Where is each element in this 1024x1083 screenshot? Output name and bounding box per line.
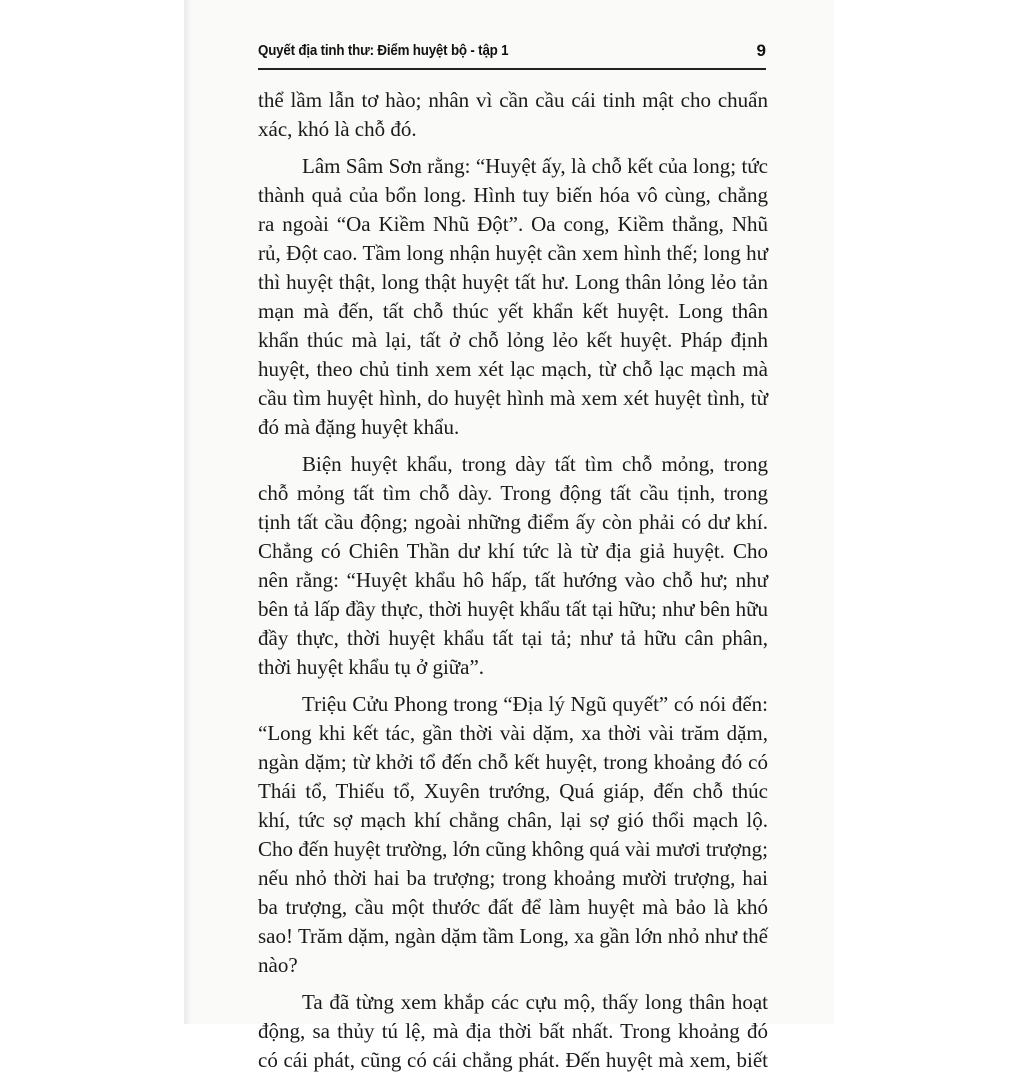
paragraph: Triệu Cửu Phong trong “Địa lý Ngũ quyết” có nói đến: “Long khi kết tác, gần thời vài dặm, xa thời vài trăm dặm, ngàn dặm; từ khởi tổ đến chỗ kết huyệt, trong khoảng đó có Thái tổ, Thiếu tổ, Xuyên trướng, Quá giáp, đến chỗ thúc khí, tức sợ mạch khí chẳng chân, lại sợ gió thổi mạch lộ. Cho đến huyệt trường, lớn cũng không quá vài mươi trượng; nếu nhỏ thời hai ba trượng; trong khoảng mười trượng, hai ba trượng, cầu một thước đất để làm huyệt mà bảo là khó sao! Trăm dặm, ngàn dặm tầm Long, xa gần lớn nhỏ như thế nào? xyxy=(258,692,768,977)
page-number: 9 xyxy=(756,41,766,60)
page-body xyxy=(258,86,768,1083)
paragraph: Ta đã từng xem khắp các cựu mộ, thấy long thân hoạt động, sa thủy tú lệ, mà địa thời bất nhất. Trong khoảng đó có cái phát, cũng có cái chẳng phát. Đến huyệt mà xem, biết xyxy=(258,990,768,1072)
running-header xyxy=(258,40,766,70)
paragraph: Biện huyệt khẩu, trong dày tất tìm chỗ mỏng, trong chỗ mỏng tất tìm chỗ dày. Trong động tất cầu tịnh, trong tịnh tất cầu động; ngoài những điểm ấy còn phải có dư khí. Chẳng có Chiên Thần dư khí tức là từ địa giả huyệt. Cho nên rằng: “Huyệt khẩu hô hấp, tất hướng vào chỗ hư; như bên tả lấp đầy thực, thời huyệt khẩu tất tại hữu; như bên hữu đầy thực, thời huyệt khẩu tất tại tả; như tả hữu cân phân, thời huyệt khẩu tụ ở giữa”. xyxy=(258,452,768,679)
page-gutter-shadow xyxy=(184,0,192,1024)
paragraph-continuation: thể lầm lẫn tơ hào; nhân vì cần cầu cái tinh mật cho chuẩn xác, khó là chỗ đó. xyxy=(258,88,768,141)
running-header-title: Quyết địa tinh thư: Điểm huyệt bộ - tập 1 xyxy=(258,43,509,59)
paragraph: Lâm Sâm Sơn rằng: “Huyệt ấy, là chỗ kết của long; tức thành quả của bổn long. Hình tuy biến hóa vô cùng, chẳng ra ngoài “Oa Kiềm Nhũ Đột”. Oa cong, Kiềm thẳng, Nhũ rủ, Đột cao. Tầm long nhận huyệt cần xem hình thế; long hư thì huyệt thật, long thật huyệt tất hư. Long thân lỏng lẻo tản mạn mà đến, tất chỗ thúc yết khẩn kết huyệt. Long thân khẩn thúc mà lại, tất ở chỗ lỏng lẻo kết huyệt. Pháp định huyệt, theo chủ tinh xem xét lạc mạch, từ chỗ lạc mạch mà cầu tìm huyệt hình, do huyệt hình mà xem xét huyệt tình, từ đó mà đặng huyệt khẩu. xyxy=(258,154,768,439)
